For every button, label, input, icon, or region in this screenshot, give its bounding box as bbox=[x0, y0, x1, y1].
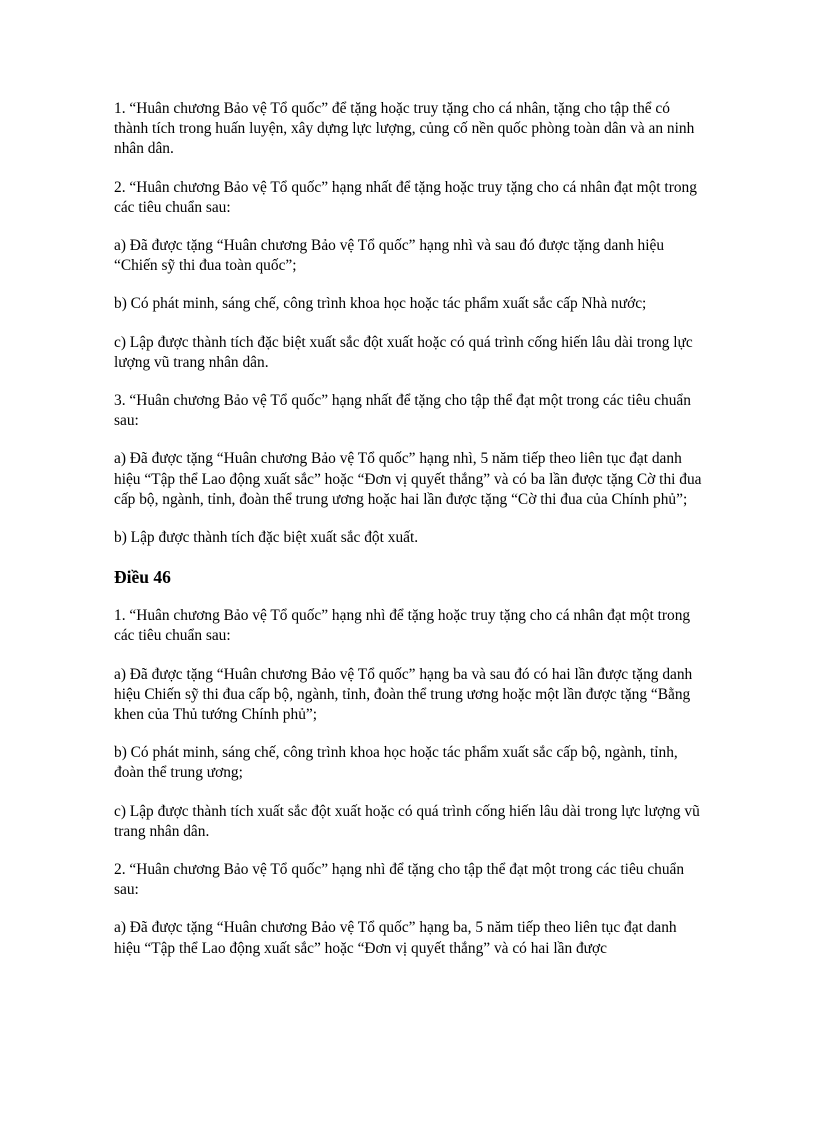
paragraph: a) Đã được tặng “Huân chương Bảo vệ Tổ quốc” hạng ba, 5 năm tiếp theo liên tục đạt danh hiệu “Tập thể Lao động xuất sắc” hoặc “Đơn vị quyết thắng” và có hai lần được bbox=[114, 919, 677, 957]
paragraph: a) Đã được tặng “Huân chương Bảo vệ Tổ quốc” hạng ba và sau đó có hai lần được tặng danh hiệu Chiến sỹ thi đua cấp bộ, ngành, tỉnh, đoàn thể trung ương hoặc một lần được tặng “Bằng khen của Thủ tướng Chính phủ”; bbox=[114, 665, 693, 724]
paragraph: b) Có phát minh, sáng chế, công trình khoa học hoặc tác phẩm xuất sắc cấp Nhà nước; bbox=[114, 295, 647, 313]
document-body bbox=[114, 99, 704, 959]
paragraph: 1. “Huân chương Bảo vệ Tổ quốc” để tặng hoặc truy tặng cho cá nhân, tặng cho tập thể có thành tích trong huấn luyện, xây dựng lực lượng, củng cố nền quốc phòng toàn dân và an ninh nhân dân. bbox=[114, 100, 695, 158]
paragraph: a) Đã được tặng “Huân chương Bảo vệ Tổ quốc” hạng nhì, 5 năm tiếp theo liên tục đạt danh hiệu “Tập thể Lao động xuất sắc” hoặc “Đơn vị quyết thắng” và có ba lần được tặng Cờ thi đua cấp bộ, ngành, tỉnh, đoàn thể trung ương hoặc hai lần được tặng “Cờ thi đua của Chính phủ”; bbox=[114, 450, 702, 508]
paragraph: 1. “Huân chương Bảo vệ Tổ quốc” hạng nhì để tặng hoặc truy tặng cho cá nhân đạt một trong các tiêu chuẩn sau: bbox=[114, 607, 691, 645]
paragraph: c) Lập được thành tích đặc biệt xuất sắc đột xuất hoặc có quá trình cống hiến lâu dài trong lực lượng vũ trang nhân dân. bbox=[114, 333, 693, 371]
paragraph: a) Đã được tặng “Huân chương Bảo vệ Tổ quốc” hạng nhì và sau đó được tặng danh hiệu “Chiến sỹ thi đua toàn quốc”; bbox=[114, 237, 665, 275]
paragraph: 2. “Huân chương Bảo vệ Tổ quốc” hạng nhì để tặng cho tập thể đạt một trong các tiêu chuẩn sau: bbox=[114, 861, 685, 899]
article-heading: Điều 46 bbox=[114, 567, 171, 588]
paragraph: 3. “Huân chương Bảo vệ Tổ quốc” hạng nhất để tặng cho tập thể đạt một trong các tiêu chuẩn sau: bbox=[114, 392, 691, 430]
paragraph: 2. “Huân chương Bảo vệ Tổ quốc” hạng nhất để tặng hoặc truy tặng cho cá nhân đạt một trong các tiêu chuẩn sau: bbox=[114, 178, 697, 216]
paragraph: b) Có phát minh, sáng chế, công trình khoa học hoặc tác phẩm xuất sắc cấp bộ, ngành, tỉnh, đoàn thể trung ương; bbox=[114, 744, 678, 782]
paragraph: c) Lập được thành tích xuất sắc đột xuất hoặc có quá trình cống hiến lâu dài trong lực lượng vũ trang nhân dân. bbox=[114, 802, 700, 840]
paragraph: b) Lập được thành tích đặc biệt xuất sắc đột xuất. bbox=[114, 529, 419, 547]
